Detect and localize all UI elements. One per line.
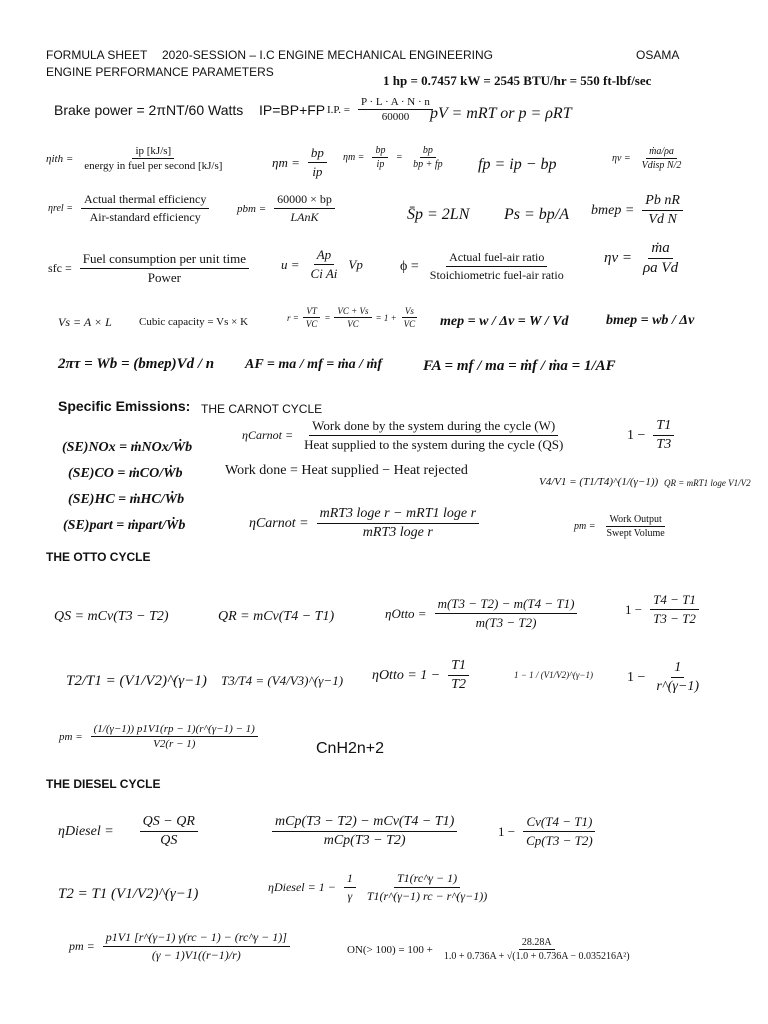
- eta-v-denominator: Vdisp N/2: [641, 160, 682, 171]
- section-heading: ENGINE PERFORMANCE PARAMETERS: [46, 65, 274, 79]
- carnot-log-numerator: mRT3 loge r − mRT1 loge r: [317, 506, 479, 524]
- pbm-denominator: LAnK: [290, 210, 319, 224]
- diesel-eta-label: ηDiesel =: [58, 823, 114, 839]
- compression-ratio-formula: [287, 306, 418, 329]
- otto-volume-efficiency-formula: 1 − 1 / (V1/V2)^(γ−1): [514, 670, 593, 680]
- work-torque-formula: 2πτ = Wb = (bmep)Vd / n: [58, 356, 215, 372]
- otto-qr-formula: QR = mCv(T4 − T1): [218, 609, 335, 624]
- eta-v2-numerator: ṁa: [648, 240, 672, 259]
- carnot-t1: T1: [653, 418, 674, 436]
- diesel-mean-pressure-formula: [69, 930, 290, 963]
- se-hc-formula: (SE)HC = ṁHC/Ẇb: [68, 492, 185, 507]
- bmep-denominator: Vd N: [648, 212, 677, 227]
- r-denominator-2: VC: [347, 319, 359, 329]
- fuel-formula-note: CnH2n+2: [316, 740, 385, 757]
- bmep-label: bmep =: [591, 202, 635, 218]
- eta-m-formula: [272, 145, 327, 180]
- diesel-eta2-label: ηDiesel = 1 −: [268, 880, 336, 894]
- sfc-formula: [48, 251, 249, 286]
- diesel-pm-numerator: p1V1 [r^(γ−1) γ(rc − 1) − (rc^γ − 1)]: [103, 930, 290, 947]
- u-label: u =: [281, 256, 300, 272]
- volume-ratio-formula: V4/V1 = (T1/T4)^(1/(γ−1)): [539, 476, 659, 488]
- phi-numerator: Actual fuel-air ratio: [446, 250, 547, 267]
- otto-temp-numerator: T4 − T1: [650, 592, 699, 610]
- u-numerator: Ap: [314, 247, 334, 265]
- one-minus: 1 −: [625, 601, 643, 617]
- qr-carnot-formula: QR = mRT1 loge V1/V2: [664, 478, 751, 488]
- r-label: r =: [287, 312, 299, 323]
- pbm-formula: [237, 192, 335, 225]
- otto-r-efficiency-formula: [627, 660, 702, 695]
- diesel-cutoff-numerator: T1(rc^γ − 1): [394, 871, 460, 888]
- equals-sign: =: [396, 152, 403, 163]
- mep-formula: mep = w / Δv = W / Vd: [440, 314, 569, 329]
- author-name: OSAMA: [636, 48, 680, 62]
- se-co-formula: (SE)CO = ṁCO/Ẇb: [68, 466, 183, 481]
- carnot-temperature-formula: [627, 418, 674, 453]
- ip-bp-fp-formula: IP=BP+FP: [259, 102, 326, 118]
- carnot-eta2-label: ηCarnot =: [249, 515, 309, 531]
- otto-efficiency-formula: [385, 596, 577, 631]
- carnot-efficiency-formula: [242, 418, 566, 453]
- eta-m2-label: ηm =: [343, 152, 365, 163]
- pbm-label: pbm =: [237, 202, 267, 215]
- u-denominator: Ci Ai: [310, 266, 338, 281]
- diesel-efficiency-formula: [58, 814, 198, 849]
- diesel-heat-numerator: mCp(T3 − T2) − mCv(T4 − T1): [272, 814, 457, 832]
- air-fuel-ratio-formula: AF = ma / mf = ṁa / ṁf: [245, 357, 383, 372]
- eta-v2-denominator: ρa Vd: [642, 260, 679, 276]
- eta-v-formula: [612, 146, 684, 171]
- otto-t1: T1: [448, 658, 469, 676]
- eta-m2-formula: [343, 145, 446, 170]
- eta-rel-formula: [48, 192, 209, 225]
- r-denominator-3: VC: [403, 319, 416, 329]
- sfc-label: sfc =: [48, 261, 72, 275]
- diesel-numerator: QS − QR: [140, 814, 198, 832]
- ip-label: I.P. =: [327, 103, 351, 116]
- diesel-heat-formula: [272, 814, 457, 849]
- otto-t2: T2: [451, 677, 467, 692]
- otto-temperature-formula: [625, 592, 699, 627]
- otto-r-numerator: 1: [671, 660, 684, 678]
- pbm-numerator: 60000 × bp: [274, 192, 335, 209]
- otto-denominator: m(T3 − T2): [475, 615, 537, 630]
- eta-ith-formula: [46, 145, 225, 172]
- swept-volume-formula: Vs = A × L: [58, 315, 112, 329]
- r-denominator-1: VC: [305, 319, 318, 329]
- octane-numerator: 28.28A: [519, 937, 555, 950]
- one-minus: 1 −: [498, 823, 516, 839]
- diesel-pm-label: pm =: [69, 939, 95, 953]
- mean-pressure-carnot-formula: [574, 514, 668, 539]
- otto-eta-label: ηOtto =: [385, 605, 427, 621]
- eta-v2-formula: [604, 240, 681, 277]
- eta-rel-denominator: Air-standard efficiency: [89, 210, 201, 224]
- brake-power-formula: Brake power = 2πNT/60 Watts: [54, 102, 244, 118]
- specific-emissions-heading: Specific Emissions:: [58, 398, 191, 414]
- otto-pm-denominator: V2(r − 1): [153, 738, 196, 750]
- eta-m-denominator: ip: [312, 164, 323, 179]
- gas-law-formula: pV = mRT or p = ρRT: [430, 105, 572, 122]
- carnot-eta-label: ηCarnot =: [242, 428, 294, 442]
- otto-temp-denominator: T3 − T2: [653, 611, 696, 626]
- bmep-work-formula: bmep = wb / Δv: [606, 313, 695, 328]
- carnot-log-formula: [249, 506, 479, 541]
- r-tail: = 1 +: [375, 312, 397, 323]
- diesel-denominator: QS: [160, 833, 178, 848]
- session-title: 2020-SESSION – I.C ENGINE MECHANICAL ENGINEERING: [162, 48, 493, 62]
- carnot-t3: T3: [656, 437, 672, 452]
- diesel-heat-denominator: mCp(T3 − T2): [323, 833, 406, 848]
- eta-m2-denominator-1: ip: [376, 159, 385, 170]
- pm-label: pm =: [574, 521, 596, 532]
- phi-denominator: Stoichiometric fuel-air ratio: [429, 268, 564, 282]
- carnot-numerator: Work done by the system during the cycle (W): [309, 418, 558, 436]
- carnot-heading: THE CARNOT CYCLE: [201, 402, 323, 416]
- eta-ith-denominator: energy in fuel per second [kJ/s]: [84, 160, 223, 172]
- otto-qs-formula: QS = mCv(T3 − T2): [54, 609, 169, 624]
- one-minus: 1 −: [627, 427, 646, 443]
- otto-numerator: m(T3 − T2) − m(T4 − T1): [435, 596, 578, 614]
- octane-number-formula: [347, 937, 633, 962]
- otto-t2-t1-formula: T2/T1 = (V1/V2)^(γ−1): [66, 673, 207, 689]
- sheet-title: FORMULA SHEET: [46, 48, 148, 62]
- ps-formula: Ps = bp/A: [504, 206, 570, 223]
- eta-rel-label: ηrel =: [48, 203, 73, 214]
- diesel-pm-denominator: (γ − 1)V1((r−1)/r): [151, 948, 241, 962]
- diesel-temp-denominator: Cp(T3 − T2): [526, 833, 593, 848]
- otto-eta2-label: ηOtto = 1 −: [372, 667, 441, 683]
- eta-m2-denominator-2: bp + fp: [413, 159, 443, 170]
- otto-heading: THE OTTO CYCLE: [46, 550, 151, 564]
- otto-pm-numerator: (1/(γ−1)) p1V1(rp − 1)(r^(γ−1) − 1): [91, 723, 258, 737]
- diesel-heading: THE DIESEL CYCLE: [46, 777, 161, 791]
- phi-label: ϕ =: [400, 258, 419, 274]
- eta-v2-label: ηv =: [604, 250, 632, 266]
- work-done-formula: Work done = Heat supplied − Heat rejected: [225, 463, 468, 478]
- se-nox-formula: (SE)NOx = ṁNOx/Ẇb: [62, 440, 193, 455]
- ip-denominator: 60000: [381, 111, 410, 123]
- sfc-numerator: Fuel consumption per unit time: [80, 251, 249, 269]
- equals-sign: =: [324, 312, 331, 323]
- ip-formula: [327, 96, 433, 123]
- pm-numerator: Work Output: [606, 514, 664, 527]
- otto-pm-label: pm =: [59, 730, 83, 743]
- r-numerator-3: Vs: [402, 306, 417, 318]
- fuel-air-ratio-formula: FA = mf / ma = ṁf / ṁa = 1/AF: [423, 358, 616, 374]
- mean-piston-speed-formula: S̄p = 2LN: [407, 206, 470, 223]
- carnot-log-denominator: mRT3 loge r: [362, 525, 433, 540]
- diesel-cutoff-efficiency-formula: [268, 871, 490, 904]
- diesel-coef-denominator: γ: [347, 889, 353, 903]
- otto-efficiency-temp-formula: [372, 658, 469, 693]
- pm-denominator: Swept Volume: [606, 528, 665, 539]
- ip-numerator: P · L · A · N · n: [358, 96, 433, 110]
- bmep-formula: [591, 193, 683, 228]
- eta-ith-label: ηith =: [46, 152, 74, 165]
- eta-ith-numerator: ip [kJ/s]: [132, 145, 174, 159]
- se-part-formula: (SE)part = ṁpart/Ẇb: [63, 518, 186, 533]
- eta-m2-numerator-1: bp: [372, 145, 388, 158]
- diesel-t2-formula: T2 = T1 (V1/V2)^(γ−1): [58, 886, 199, 902]
- eta-rel-numerator: Actual thermal efficiency: [81, 192, 209, 209]
- r-numerator-2: VC + Vs: [334, 306, 371, 318]
- u-tail: Vp: [348, 256, 363, 272]
- octane-label: ON(> 100) = 100 +: [347, 943, 433, 956]
- one-minus: 1 −: [627, 669, 646, 685]
- phi-formula: [400, 250, 567, 283]
- sfc-denominator: Power: [147, 270, 181, 285]
- diesel-coef-numerator: 1: [344, 871, 356, 888]
- otto-mean-pressure-formula: [59, 723, 258, 750]
- eta-m-numerator: bp: [308, 145, 327, 163]
- diesel-temp-numerator: Cv(T4 − T1): [523, 814, 595, 832]
- bmep-numerator: Pb nR: [642, 193, 683, 211]
- carnot-denominator: Heat supplied to the system during the cycle (QS): [304, 437, 564, 452]
- eta-v-label: ηv =: [612, 153, 631, 164]
- r-numerator-1: VT: [303, 306, 320, 318]
- otto-r-denominator: r^(γ−1): [656, 679, 700, 694]
- fp-formula: fp = ip − bp: [478, 156, 557, 173]
- hp-conversion: 1 hp = 0.7457 kW = 2545 BTU/hr = 550 ft-lbf/sec: [383, 73, 652, 88]
- octane-denominator: 1.0 + 0.736A + √(1.0 + 0.736A − 0.035216A²): [443, 951, 630, 962]
- u-formula: [281, 247, 363, 282]
- otto-t3-t4-formula: T3/T4 = (V4/V3)^(γ−1): [221, 673, 344, 688]
- eta-v-numerator: ṁa/ρa: [646, 146, 677, 159]
- diesel-cutoff-denominator: T1(r^(γ−1) rc − r^(γ−1)): [366, 889, 488, 903]
- cubic-capacity-formula: Cubic capacity = Vs × K: [139, 316, 249, 328]
- eta-m-label: ηm =: [272, 154, 300, 170]
- diesel-temperature-formula: [498, 814, 596, 849]
- eta-m2-numerator-2: bp: [420, 145, 436, 158]
